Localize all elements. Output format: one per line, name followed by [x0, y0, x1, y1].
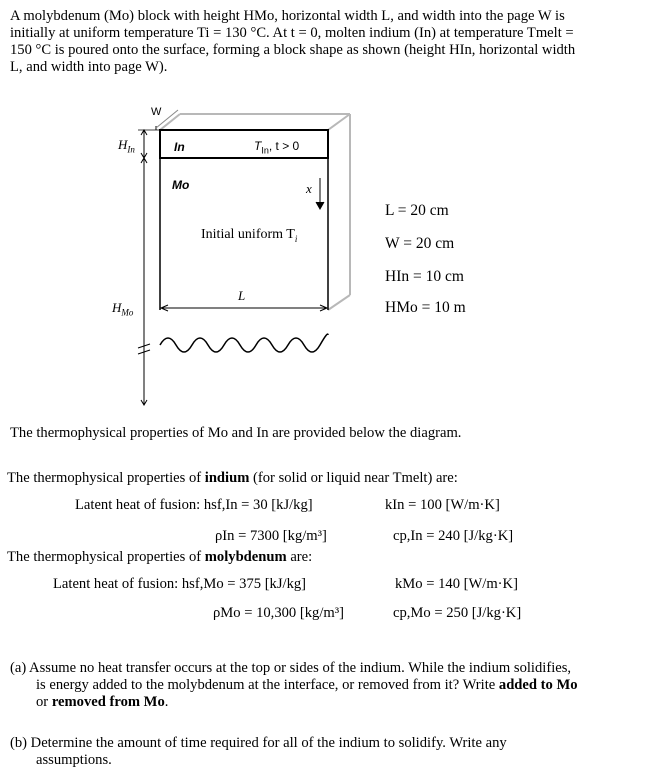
label-mo: Mo [172, 178, 190, 192]
intro-line-4: L, and width into page W). [10, 59, 168, 75]
indium-specific-heat: cp,In = 240 [J/kg·K] [393, 528, 514, 544]
depth-edge-top-right [328, 114, 350, 130]
label-l: L [238, 288, 246, 303]
label-in: In [174, 140, 185, 154]
mo-density: ρMo = 10,300 [kg/m³] [213, 605, 344, 621]
indium-header: The thermophysical properties of indium (for solid or liquid near Tmelt) are: [7, 470, 458, 486]
intro-line-2: initially at uniform temperature Ti = 130 °C. At t = 0, molten indium (In) at temperature Tmelt = [10, 25, 574, 41]
label-w: W [151, 106, 162, 118]
intro-line-3: 150 °C is poured onto the surface, forming a block shape as shown (height HIn, horizontal width [10, 42, 576, 58]
question-a-line-1: (a) Assume no heat transfer occurs at the top or sides of the indium. While the indium solidifies, [10, 660, 572, 676]
mo-conductivity: kMo = 140 [W/m·K] [395, 576, 518, 592]
label-hmo: $H_{Mo}$ [112, 300, 134, 318]
given-hmo: HMo = 10 m [385, 299, 466, 316]
given-w: W = 20 cm [385, 235, 455, 252]
depth-edge-bottom-right [328, 295, 350, 310]
question-a-line-2: is energy added to the molybdenum at the interface, or removed from it? Write added to Mo [36, 677, 578, 693]
properties-statement: The thermophysical properties of Mo and In are provided below the diagram. [10, 425, 462, 441]
break-line [160, 334, 328, 352]
question-b-line-2: assumptions. [36, 752, 112, 768]
indium-conductivity: kIn = 100 [W/m·K] [385, 497, 500, 513]
indium-density: ρIn = 7300 [kg/m³] [215, 528, 327, 544]
intro-line-1: A molybdenum (Mo) block with height HMo, horizontal width L, and width into the page W is [10, 8, 565, 24]
question-a-line-3: or removed from Mo. [36, 694, 169, 710]
question-b-line-1: (b) Determine the amount of time required for all of the indium to solidify. Write any [10, 735, 507, 751]
mo-header: The thermophysical properties of molybdenum are: [7, 549, 313, 565]
given-l: L = 20 cm [385, 202, 449, 219]
label-hin: $H_{In}$ [118, 137, 135, 155]
indium-latent-heat: Latent heat of fusion: hsf,In = 30 [kJ/kg] [75, 497, 313, 513]
label-initial-uniform: Initial uniform $T_i$ [201, 227, 298, 244]
mo-latent-heat: Latent heat of fusion: hsf,Mo = 375 [kJ/kg] [53, 576, 307, 592]
block-diagram [100, 100, 360, 420]
mo-specific-heat: cp,Mo = 250 [J/kg·K] [393, 605, 522, 621]
problem-intro [10, 8, 650, 76]
label-tin: $T_{In}$, t > 0 [254, 139, 300, 156]
indium-block [160, 130, 328, 158]
question-a [10, 660, 650, 711]
label-x: x [306, 181, 312, 196]
question-b [10, 735, 650, 769]
given-hin: HIn = 10 cm [385, 268, 464, 285]
